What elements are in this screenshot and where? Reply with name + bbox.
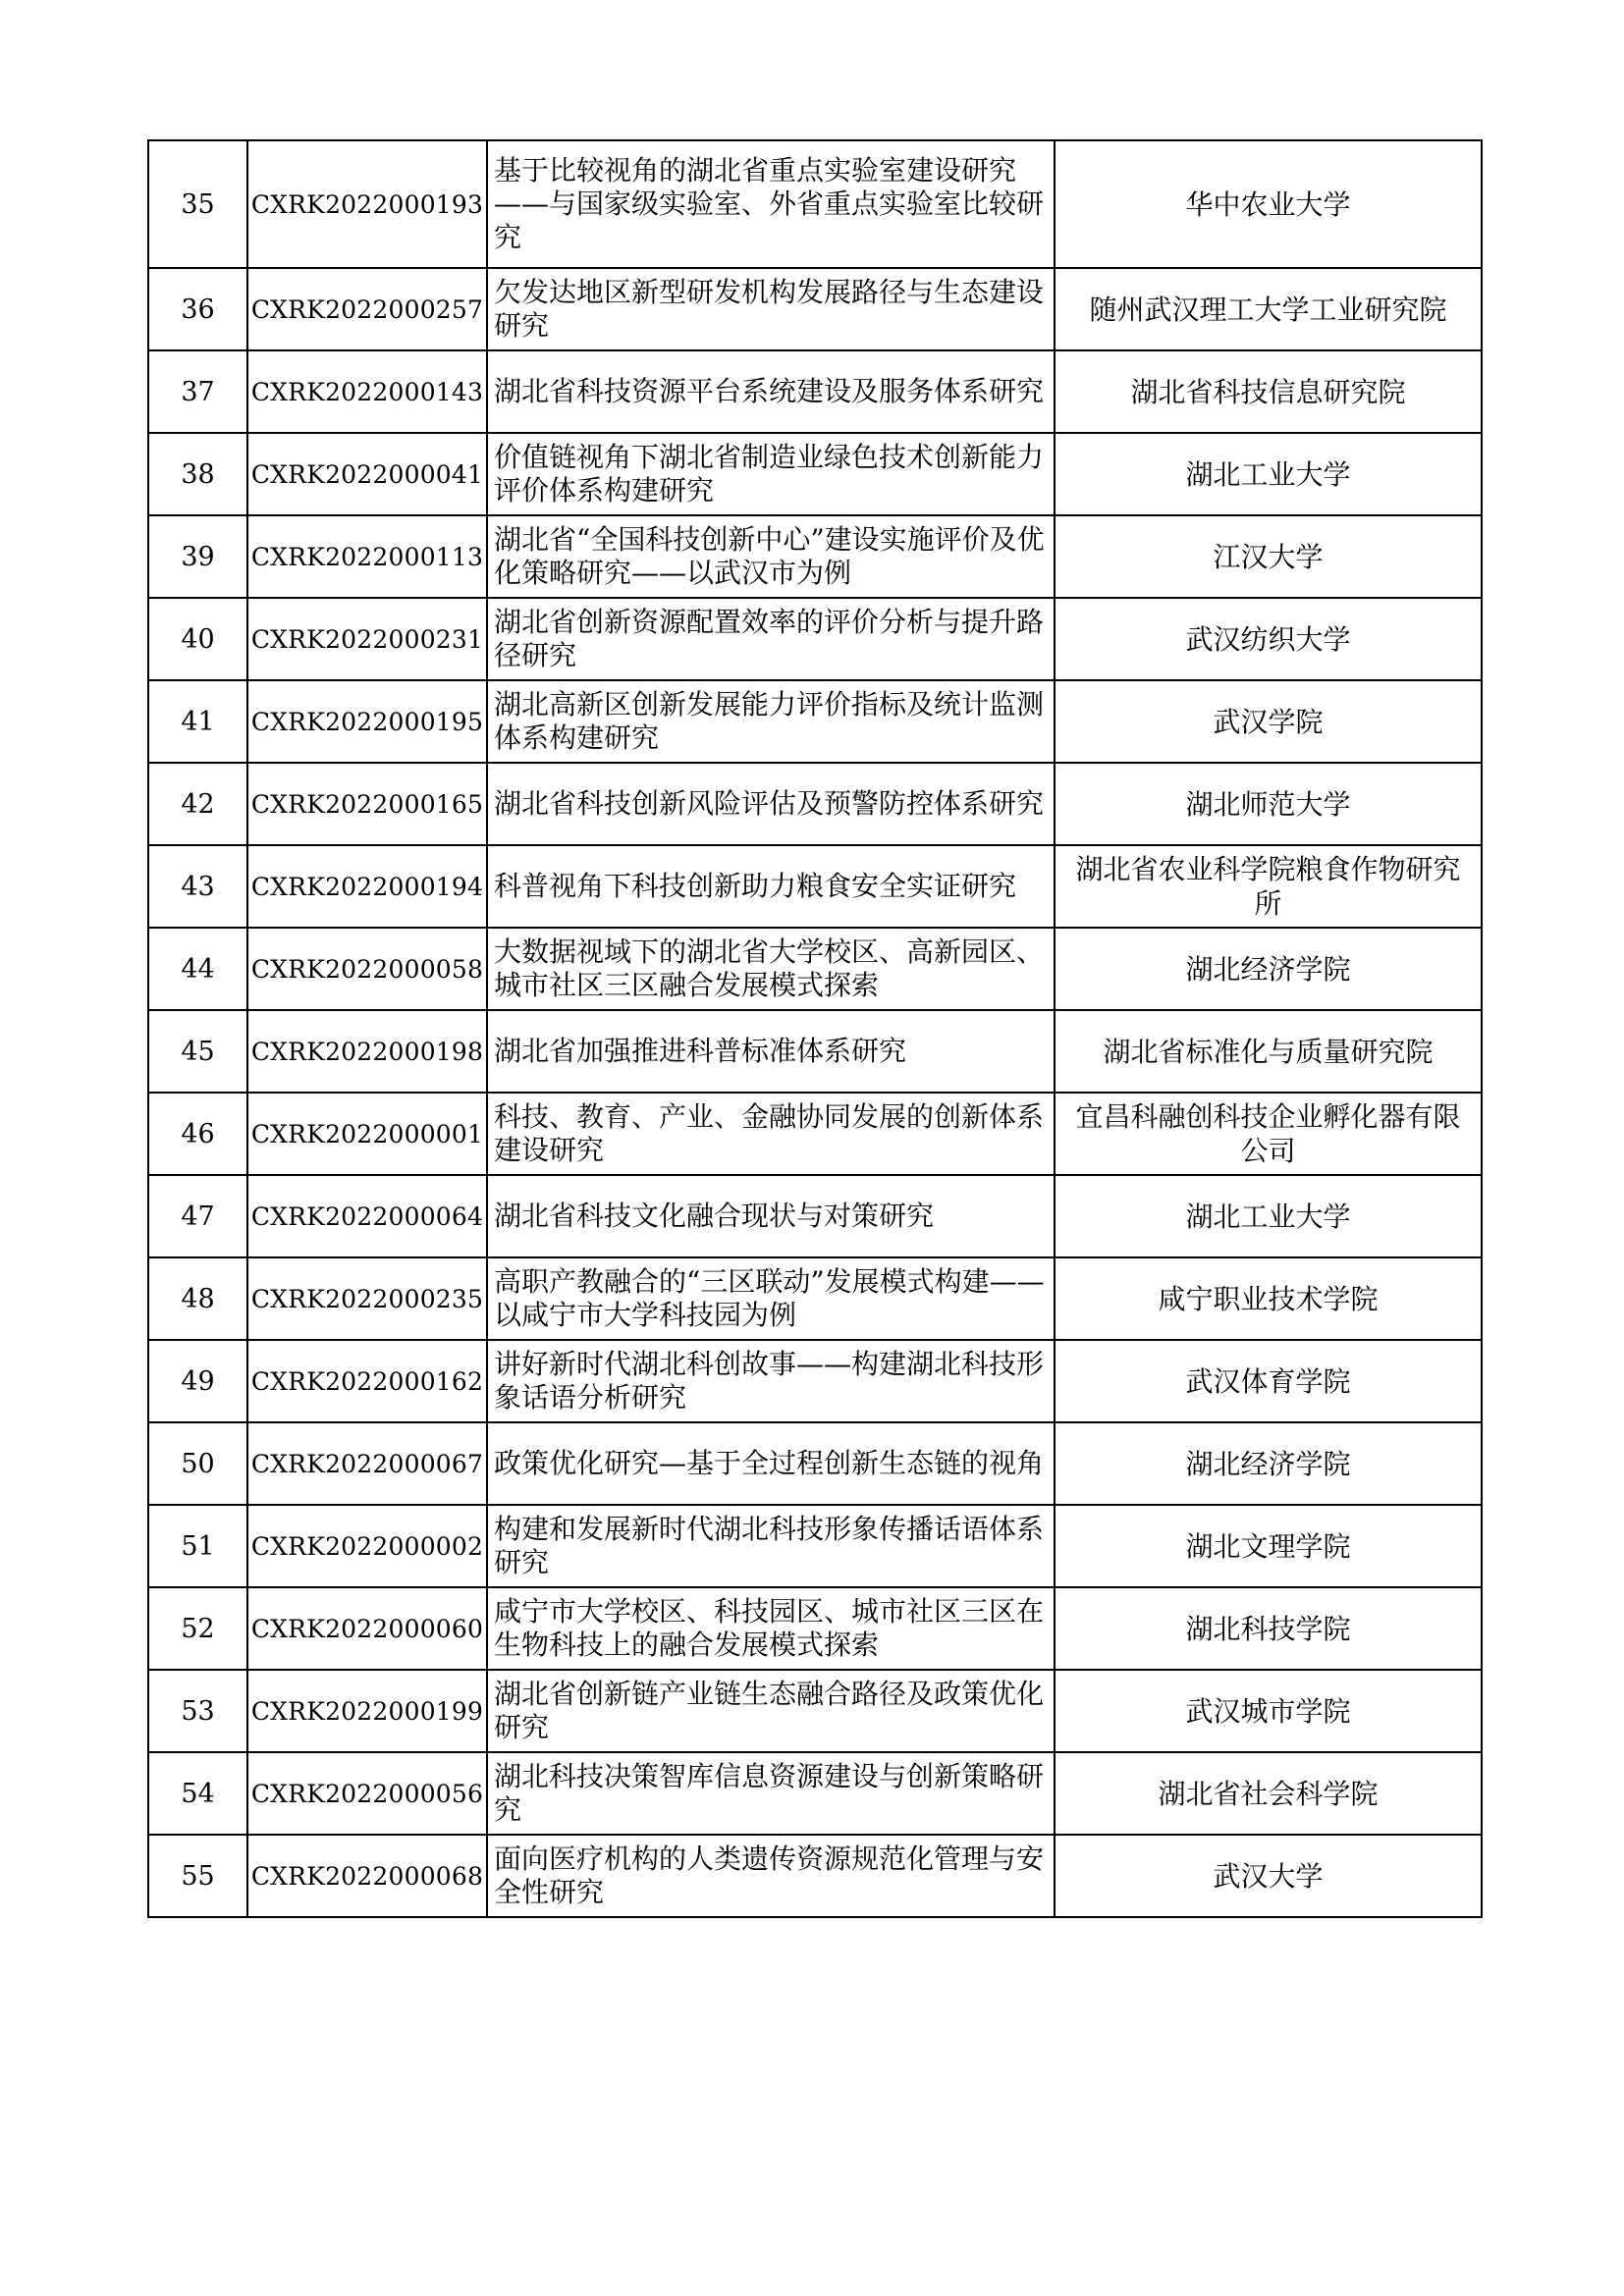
project-code: CXRK2022000060 [247, 1587, 487, 1670]
project-title: 科普视角下科技创新助力粮食安全实证研究 [487, 845, 1055, 928]
institution: 江汉大学 [1055, 515, 1482, 598]
project-code: CXRK2022000113 [247, 515, 487, 598]
row-number: 55 [148, 1835, 247, 1917]
project-code: CXRK2022000199 [247, 1670, 487, 1752]
row-number: 40 [148, 598, 247, 680]
row-number: 43 [148, 845, 247, 928]
institution: 武汉体育学院 [1055, 1340, 1482, 1422]
row-number: 47 [148, 1175, 247, 1257]
table-row [148, 1257, 1482, 1340]
institution: 湖北工业大学 [1055, 1175, 1482, 1257]
row-number: 50 [148, 1422, 247, 1505]
table-row [148, 1835, 1482, 1917]
table-row [148, 1670, 1482, 1752]
row-number: 39 [148, 515, 247, 598]
project-table [147, 139, 1483, 1918]
project-code: CXRK2022000235 [247, 1257, 487, 1340]
table-row [148, 680, 1482, 763]
table-row [148, 1422, 1482, 1505]
row-number: 36 [148, 268, 247, 350]
project-title: 湖北省“全国科技创新中心”建设实施评价及优化策略研究——以武汉市为例 [487, 515, 1055, 598]
project-title: 科技、教育、产业、金融协同发展的创新体系建设研究 [487, 1093, 1055, 1175]
institution: 湖北工业大学 [1055, 433, 1482, 515]
project-code: CXRK2022000041 [247, 433, 487, 515]
institution: 咸宁职业技术学院 [1055, 1257, 1482, 1340]
row-number: 44 [148, 928, 247, 1010]
project-code: CXRK2022000067 [247, 1422, 487, 1505]
project-code: CXRK2022000195 [247, 680, 487, 763]
project-code: CXRK2022000064 [247, 1175, 487, 1257]
table-row [148, 1340, 1482, 1422]
table-body [148, 140, 1482, 1917]
institution: 宜昌科融创科技企业孵化器有限公司 [1055, 1093, 1482, 1175]
table-row [148, 1175, 1482, 1257]
table-row [148, 1752, 1482, 1835]
institution: 湖北经济学院 [1055, 1422, 1482, 1505]
project-title: 讲好新时代湖北科创故事——构建湖北科技形象话语分析研究 [487, 1340, 1055, 1422]
project-code: CXRK2022000058 [247, 928, 487, 1010]
table-row [148, 433, 1482, 515]
institution: 湖北省社会科学院 [1055, 1752, 1482, 1835]
project-title: 湖北高新区创新发展能力评价指标及统计监测体系构建研究 [487, 680, 1055, 763]
row-number: 38 [148, 433, 247, 515]
institution: 随州武汉理工大学工业研究院 [1055, 268, 1482, 350]
project-code: CXRK2022000194 [247, 845, 487, 928]
project-title: 湖北省创新链产业链生态融合路径及政策优化研究 [487, 1670, 1055, 1752]
project-code: CXRK2022000257 [247, 268, 487, 350]
project-code: CXRK2022000068 [247, 1835, 487, 1917]
institution: 湖北省标准化与质量研究院 [1055, 1010, 1482, 1093]
table-row [148, 845, 1482, 928]
project-title: 湖北省科技文化融合现状与对策研究 [487, 1175, 1055, 1257]
table-row [148, 140, 1482, 268]
table-row [148, 1093, 1482, 1175]
institution: 湖北经济学院 [1055, 928, 1482, 1010]
row-number: 49 [148, 1340, 247, 1422]
row-number: 48 [148, 1257, 247, 1340]
project-code: CXRK2022000143 [247, 350, 487, 433]
row-number: 37 [148, 350, 247, 433]
row-number: 54 [148, 1752, 247, 1835]
institution: 湖北文理学院 [1055, 1505, 1482, 1587]
institution: 湖北师范大学 [1055, 763, 1482, 845]
project-code: CXRK2022000056 [247, 1752, 487, 1835]
project-title: 湖北科技决策智库信息资源建设与创新策略研究 [487, 1752, 1055, 1835]
project-title: 湖北省加强推进科普标准体系研究 [487, 1010, 1055, 1093]
institution: 武汉大学 [1055, 1835, 1482, 1917]
project-title: 湖北省创新资源配置效率的评价分析与提升路径研究 [487, 598, 1055, 680]
table-row [148, 928, 1482, 1010]
institution: 武汉纺织大学 [1055, 598, 1482, 680]
table-row [148, 763, 1482, 845]
row-number: 46 [148, 1093, 247, 1175]
project-title: 构建和发展新时代湖北科技形象传播话语体系研究 [487, 1505, 1055, 1587]
project-code: CXRK2022000198 [247, 1010, 487, 1093]
institution: 湖北省科技信息研究院 [1055, 350, 1482, 433]
project-code: CXRK2022000165 [247, 763, 487, 845]
institution: 华中农业大学 [1055, 140, 1482, 268]
table-row [148, 1505, 1482, 1587]
row-number: 53 [148, 1670, 247, 1752]
table-row [148, 1587, 1482, 1670]
institution: 湖北省农业科学院粮食作物研究所 [1055, 845, 1482, 928]
project-title: 欠发达地区新型研发机构发展路径与生态建设研究 [487, 268, 1055, 350]
project-title: 价值链视角下湖北省制造业绿色技术创新能力评价体系构建研究 [487, 433, 1055, 515]
project-title: 湖北省科技创新风险评估及预警防控体系研究 [487, 763, 1055, 845]
project-title: 咸宁市大学校区、科技园区、城市社区三区在生物科技上的融合发展模式探索 [487, 1587, 1055, 1670]
project-code: CXRK2022000231 [247, 598, 487, 680]
project-title: 面向医疗机构的人类遗传资源规范化管理与安全性研究 [487, 1835, 1055, 1917]
table-row [148, 598, 1482, 680]
row-number: 51 [148, 1505, 247, 1587]
project-title: 湖北省科技资源平台系统建设及服务体系研究 [487, 350, 1055, 433]
row-number: 35 [148, 140, 247, 268]
table-row [148, 268, 1482, 350]
project-title: 高职产教融合的“三区联动”发展模式构建——以咸宁市大学科技园为例 [487, 1257, 1055, 1340]
row-number: 41 [148, 680, 247, 763]
project-title: 大数据视域下的湖北省大学校区、高新园区、城市社区三区融合发展模式探索 [487, 928, 1055, 1010]
row-number: 42 [148, 763, 247, 845]
table-row [148, 350, 1482, 433]
project-code: CXRK2022000002 [247, 1505, 487, 1587]
project-title: 基于比较视角的湖北省重点实验室建设研究 ——与国家级实验室、外省重点实验室比较研究 [487, 140, 1055, 268]
institution: 湖北科技学院 [1055, 1587, 1482, 1670]
table-row [148, 515, 1482, 598]
row-number: 45 [148, 1010, 247, 1093]
institution: 武汉城市学院 [1055, 1670, 1482, 1752]
row-number: 52 [148, 1587, 247, 1670]
institution: 武汉学院 [1055, 680, 1482, 763]
table-row [148, 1010, 1482, 1093]
project-code: CXRK2022000162 [247, 1340, 487, 1422]
project-title: 政策优化研究—基于全过程创新生态链的视角 [487, 1422, 1055, 1505]
project-code: CXRK2022000193 [247, 140, 487, 268]
project-code: CXRK2022000001 [247, 1093, 487, 1175]
